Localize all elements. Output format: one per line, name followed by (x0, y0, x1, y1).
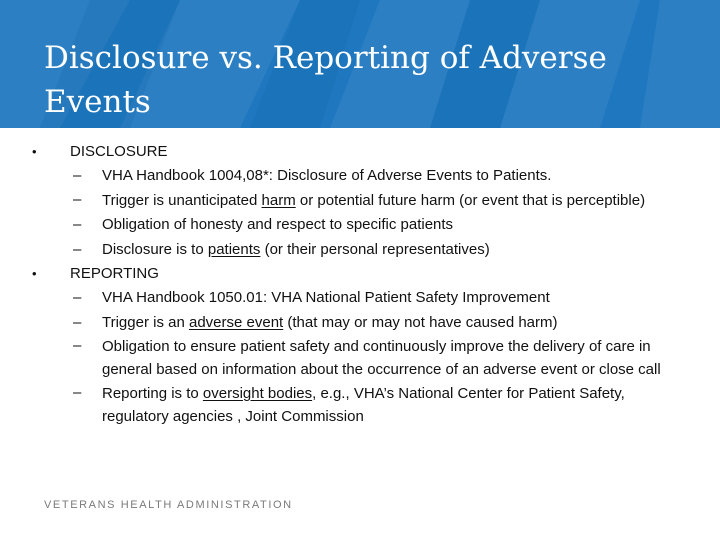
title-line-2: Events (44, 84, 151, 120)
dash-icon: – (73, 240, 82, 258)
list-item (0, 382, 720, 429)
list-item (0, 286, 720, 311)
title-line-1: Disclosure vs. Reporting of Adverse (44, 40, 607, 76)
dash-icon: – (73, 384, 82, 401)
dash-icon: – (73, 216, 82, 233)
list-item (0, 213, 720, 238)
title-band (0, 0, 720, 128)
item-text-tail: or potential future harm (or event that is perceptible) (295, 191, 646, 209)
item-text: Disclosure is to (102, 240, 208, 258)
dash-icon: – (73, 337, 82, 354)
underlined-term: adverse event (188, 313, 284, 331)
list-item (0, 311, 720, 336)
section-heading: REPORTING (70, 265, 159, 282)
bullet-icon: • (32, 144, 37, 159)
dash-icon: – (73, 313, 82, 331)
list-item (0, 164, 720, 189)
dash-icon: – (73, 289, 82, 306)
item-text: VHA Handbook 1050.01: VHA National Patient Safety Improvement (102, 289, 550, 306)
underlined-term: oversight bodies (202, 385, 313, 402)
section-heading: DISCLOSURE (70, 143, 168, 160)
item-text: Obligation of honesty and respect to specific patients (102, 216, 454, 233)
section-reporting (0, 262, 720, 286)
item-text: Reporting is to (102, 385, 203, 402)
list-item (0, 335, 720, 382)
dash-icon: – (73, 167, 82, 184)
slide-body (0, 140, 720, 429)
list-item (0, 238, 720, 263)
bullet-icon: • (32, 266, 37, 281)
item-text: Trigger is an (102, 313, 189, 331)
item-text: Trigger is unanticipated (102, 191, 262, 209)
section-disclosure (0, 140, 720, 164)
underlined-term: harm (261, 191, 296, 209)
footer-organization: VETERANS HEALTH ADMINISTRATION (44, 499, 293, 511)
item-text: VHA Handbook 1004,08*: Disclosure of Adverse Events to Patients. (102, 167, 552, 184)
item-text-tail: (that may or may not have caused harm) (283, 313, 558, 331)
slide-title (44, 36, 684, 124)
item-text-tail: , e.g., VHA’s National Center for Patient Safety, regulatory agencies , Joint Commission (102, 385, 625, 425)
dash-icon: – (73, 190, 82, 208)
item-text-tail: (or their personal representatives) (260, 240, 490, 258)
underlined-term: patients (207, 240, 261, 258)
list-item (0, 189, 720, 214)
item-text: Obligation to ensure patient safety and continuously improve the delivery of care in general based on information about the occurrence of an adverse event or close call (102, 338, 661, 378)
